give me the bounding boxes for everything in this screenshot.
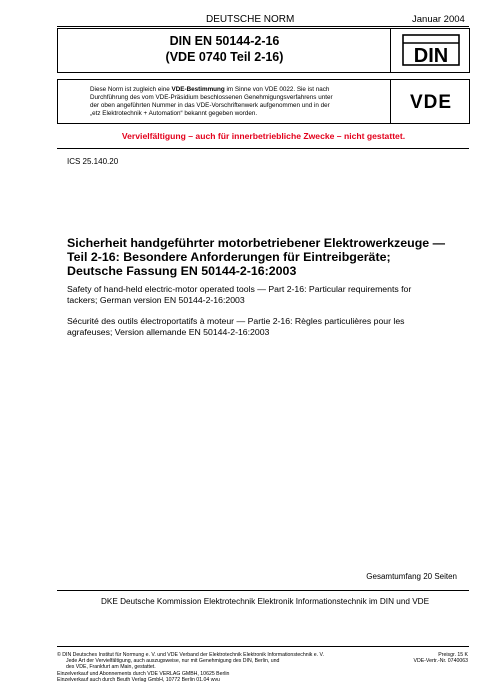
dke-committee: DKE Deutsche Kommission Elektrotechnik Elektronik Informationstechnik im DIN und VDE [100, 597, 430, 606]
document-type-header: DEUTSCHE NORM [206, 14, 295, 25]
german-title: Sicherheit handgeführter motorbetriebener Elektrowerkzeuge — Teil 2-16: Besondere Anforderungen für Eintreibgeräte; Deutsche Fassung EN 50144-2-16:2003 [67, 236, 445, 278]
din-logo [390, 28, 470, 73]
price-info [380, 652, 468, 664]
vde-logo [390, 79, 470, 124]
vde-logo-mark [398, 91, 464, 111]
total-pages: Gesamtumfang 20 Seiten [366, 572, 457, 581]
french-title: Sécurité des outils électroportatifs à moteur — Partie 2-16: Règles particulières pour les agrafeuses; Version allemande EN 50144-2-16:2003 [67, 316, 405, 337]
dke-top-divider [57, 590, 469, 591]
din-logo-mark [402, 34, 460, 66]
english-title: Safety of hand-held electric-motor operated tools — Part 2-16: Particular requirements for tackers; German version EN 50144-2-16:2003 [67, 284, 412, 305]
vde-note-text: Diese Norm ist zugleich eine VDE-Bestimmung im Sinne von VDE 0022. Sie ist nach Durchführung des vom VDE-Präsidium beschlossenen Genehmigungsverfahrens unter der oben angeführten Nummer in das VDE-Vorschriftenwerk aufgenommen und in der „etz Elektrotechnik + Automation“ bekannt gegeben worden. [90, 86, 333, 117]
footer-divider [57, 646, 469, 647]
header-divider [57, 26, 469, 27]
vde-logo-text: VDE [409, 92, 453, 111]
warning-divider [57, 148, 469, 149]
din-logo-text: DIN [413, 45, 449, 66]
copyright-footer: © DIN Deutsches Institut für Normung e. V. und VDE Verband der Elektrotechnik Elektronik Informationstechnik e. V. Jede Art der Vervielfältigung, auch auszugsweise, nur mit Genehmigung des DIN, Berlin, und des VDE, Frankfurt am Main, gestattet. Einzelverkauf und Abonnements durch VDE VERLAG GMBH, 10625 Berlin Einzelverkauf auch durch Beuth Verlag GmbH, 10772 Berlin 01.04 wvu [57, 652, 324, 683]
price-group: Preisgr. 15 K [438, 652, 468, 658]
publication-date: Januar 2004 [412, 14, 465, 25]
reproduction-warning: Vervielfältigung – auch für innerbetriebliche Zwecke – nicht gestattet. [121, 131, 406, 141]
ics-code: ICS 25.140.20 [67, 157, 119, 166]
vde-part-number: (VDE 0740 Teil 2-16) [165, 50, 284, 64]
vde-order-number: VDE-Vertr.-Nr. 0740063 [413, 658, 468, 665]
din-standard-number: DIN EN 50144-2-16 [169, 34, 280, 48]
